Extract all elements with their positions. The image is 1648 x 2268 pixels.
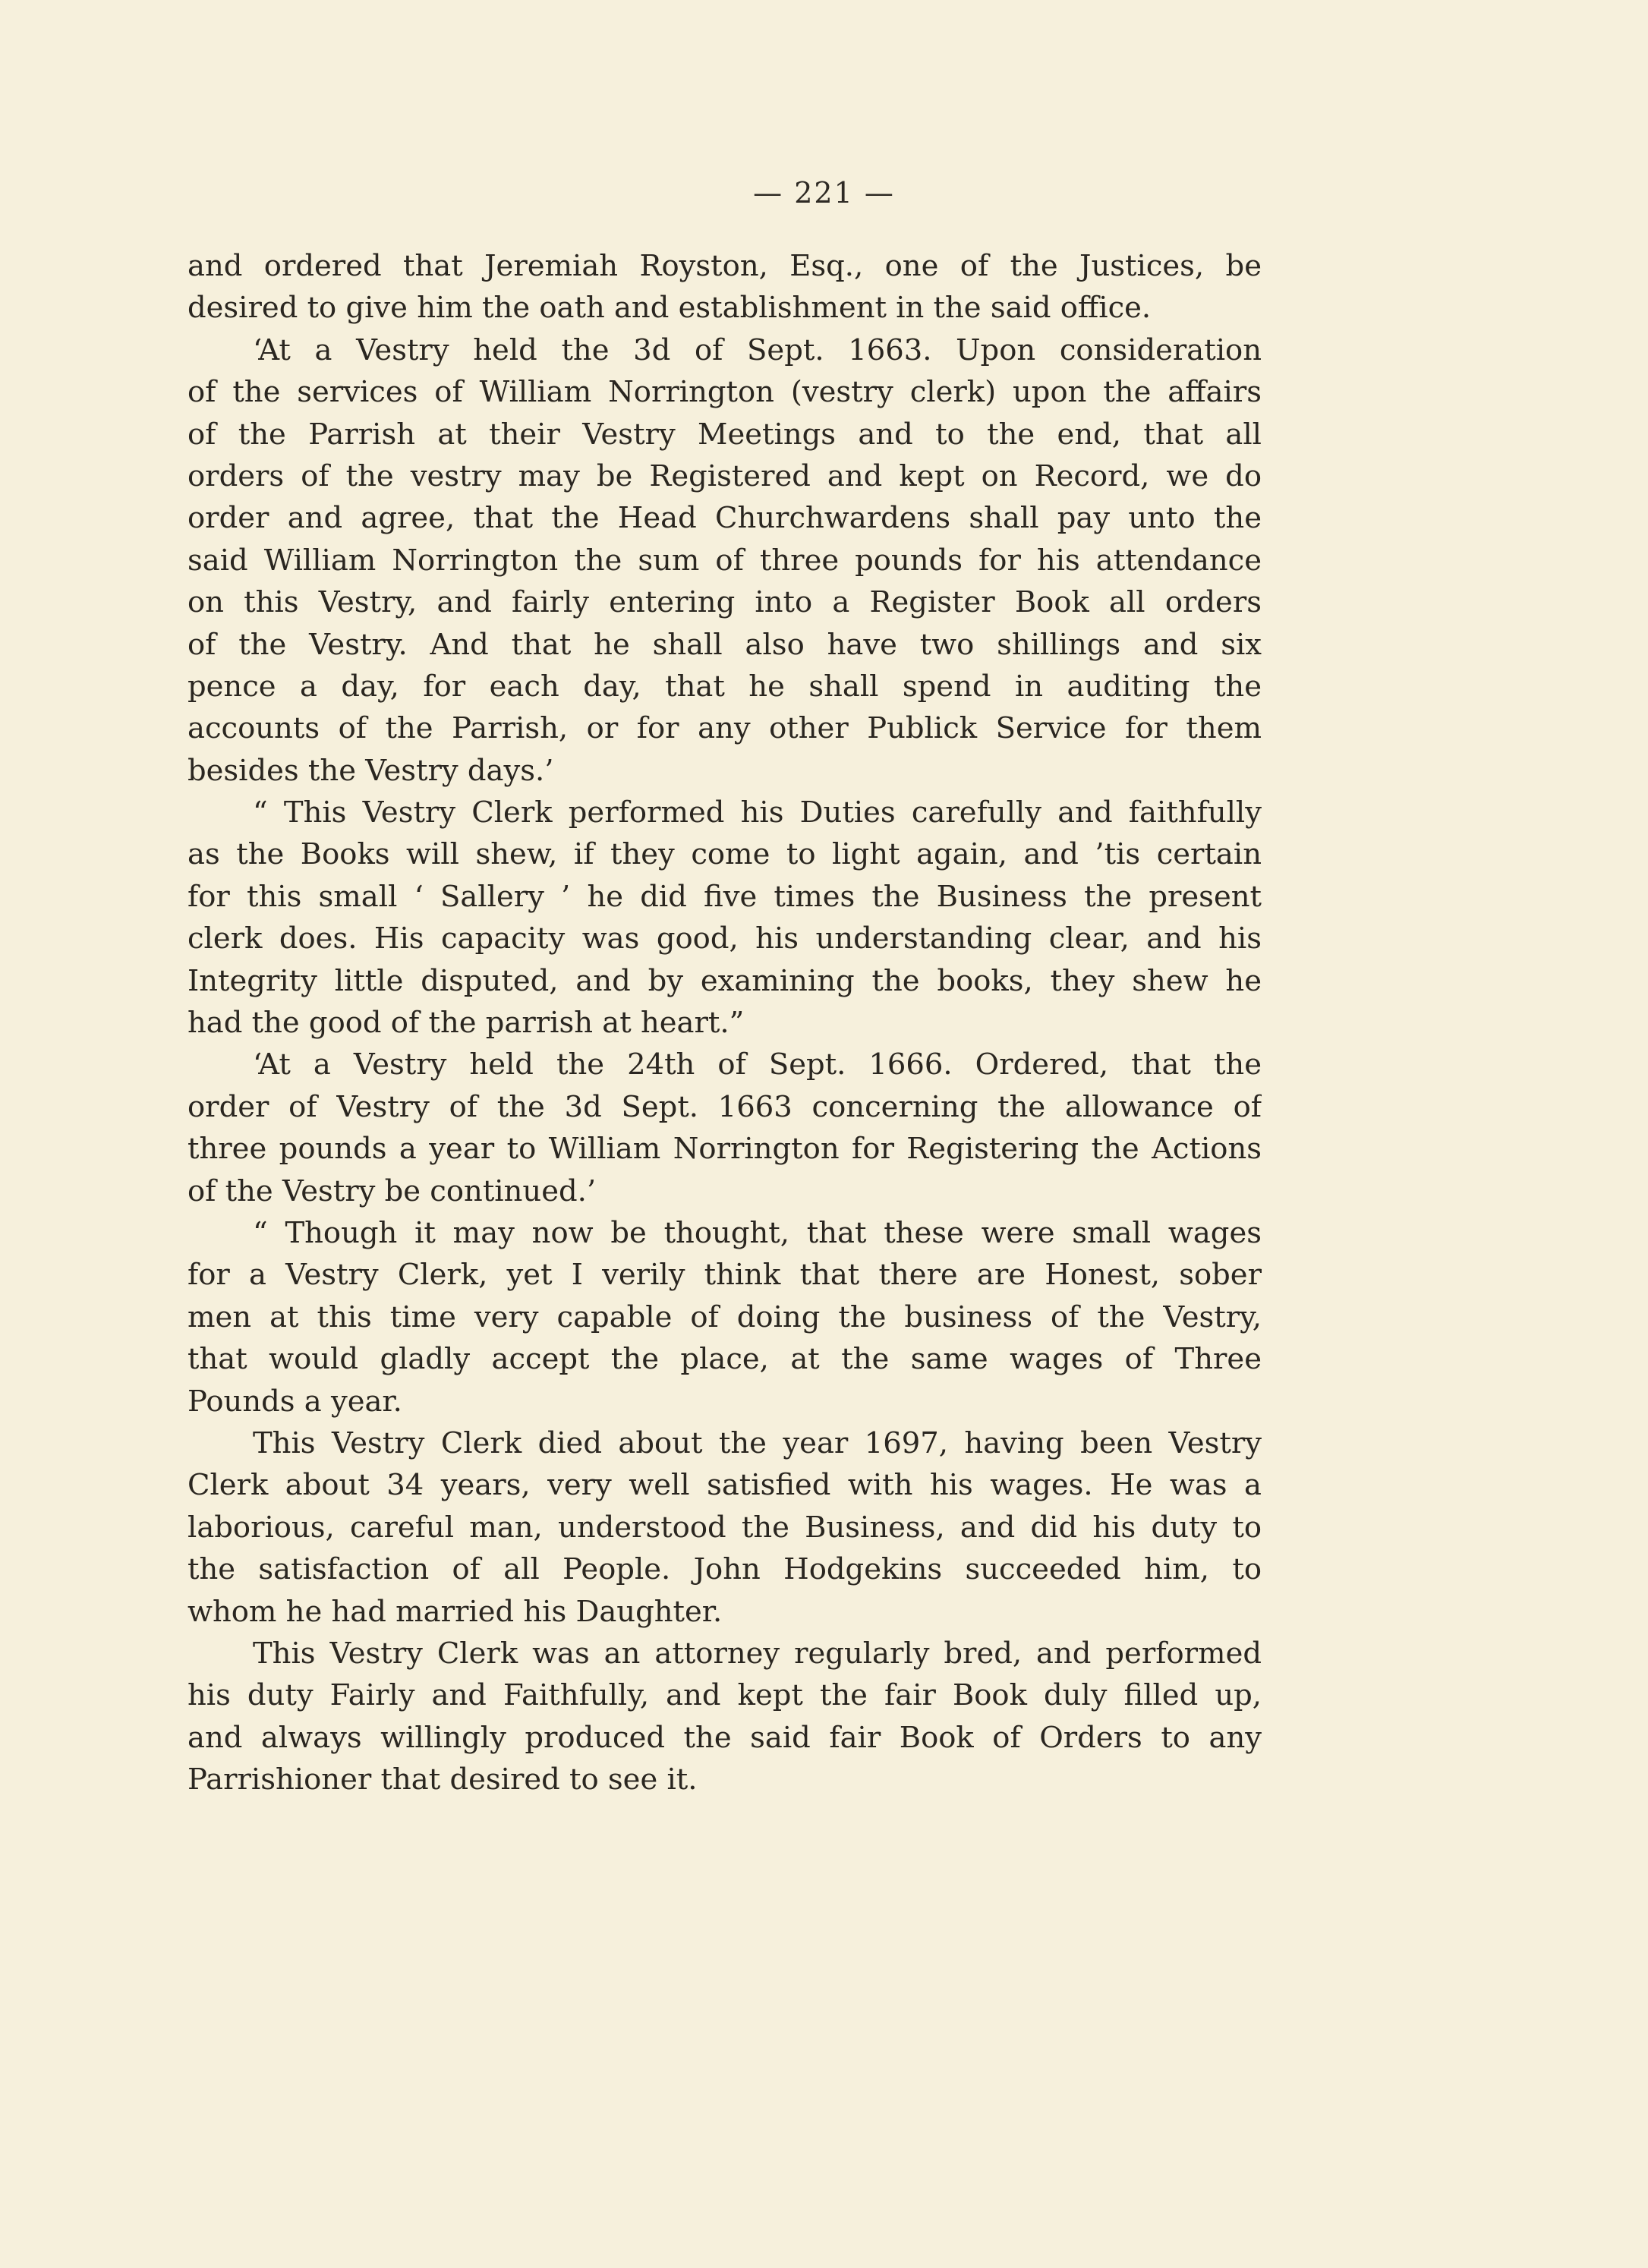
text-line: orders of the vestry may be Registered and kept on Record, we do — [187, 458, 1262, 493]
text-line: and always willingly produced the said fair Book of Orders to any — [187, 1720, 1262, 1755]
text-line: “ This Vestry Clerk performed his Duties carefully and faithfully — [253, 795, 1262, 830]
text-line: ‘At a Vestry held the 24th of Sept. 1666. Ordered, that the — [253, 1047, 1262, 1082]
text-line: three pounds a year to William Norrington for Registering the Actions — [187, 1132, 1262, 1167]
text-line: pence a day, for each day, that he shall spend in auditing the — [187, 669, 1262, 704]
text-line: desired to give him the oath and establishment in the said office. — [187, 291, 1152, 326]
text-line: men at this time very capable of doing the business of the Vestry, — [187, 1299, 1262, 1334]
text-line: said William Norrington the sum of three pounds for his attendance — [187, 543, 1262, 578]
text-line: clerk does. His capacity was good, his understanding clear, and his — [187, 921, 1262, 956]
text-line: as the Books will shew, if they come to light again, and ’tis certain — [187, 837, 1262, 872]
text-line: the satisfaction of all People. John Hodgekins succeeded him, to — [187, 1552, 1262, 1587]
text-line: Clerk about 34 years, very well satisfied with his wages. He was a — [187, 1468, 1262, 1503]
body-text — [187, 245, 1262, 1800]
text-line: that would gladly accept the place, at the same wages of Three — [187, 1342, 1262, 1377]
text-line: and ordered that Jeremiah Royston, Esq., one of the Justices, be — [187, 249, 1262, 283]
text-line: order of Vestry of the 3d Sept. 1663 concerning the allowance of — [187, 1089, 1262, 1124]
text-line: “ Though it may now be thought, that these were small wages — [253, 1215, 1262, 1250]
text-line: his duty Fairly and Faithfully, and kept the fair Book duly filled up, — [187, 1678, 1262, 1713]
text-line: Parrishioner that desired to see it. — [187, 1762, 698, 1797]
text-line: of the Vestry be continued.’ — [187, 1173, 597, 1208]
text-line: This Vestry Clerk was an attorney regularly bred, and performed — [253, 1636, 1262, 1671]
page-number: — 221 — — [753, 176, 895, 209]
text-line: accounts of the Parrish, or for any other Publick Service for them — [187, 711, 1262, 746]
text-line: ‘At a Vestry held the 3d of Sept. 1663. Upon consideration — [253, 332, 1262, 367]
text-line: of the services of William Norrington (vestry clerk) upon the affairs — [187, 375, 1262, 410]
text-line: for this small ‘ Sallery ’ he did five times the Business the present — [187, 879, 1262, 914]
text-line: of the Parrish at their Vestry Meetings and to the end, that all — [187, 417, 1262, 452]
text-line: whom he had married his Daughter. — [187, 1594, 723, 1629]
text-line: order and agree, that the Head Churchwardens shall pay unto the — [187, 501, 1262, 536]
text-line: on this Vestry, and fairly entering into a Register Book all orders — [187, 585, 1262, 620]
text-line: had the good of the parrish at heart.” — [187, 1006, 745, 1041]
text-line: Integrity little disputed, and by examining the books, they shew he — [187, 963, 1262, 998]
text-line: of the Vestry. And that he shall also have two shillings and six — [187, 627, 1262, 662]
text-line: laborious, careful man, understood the Business, and did his duty to — [187, 1510, 1262, 1545]
text-line: Pounds a year. — [187, 1384, 402, 1419]
text-line: for a Vestry Clerk, yet I verily think that there are Honest, sober — [187, 1258, 1262, 1293]
text-line: This Vestry Clerk died about the year 1697, having been Vestry — [253, 1425, 1262, 1460]
text-line: besides the Vestry days.’ — [187, 753, 554, 788]
